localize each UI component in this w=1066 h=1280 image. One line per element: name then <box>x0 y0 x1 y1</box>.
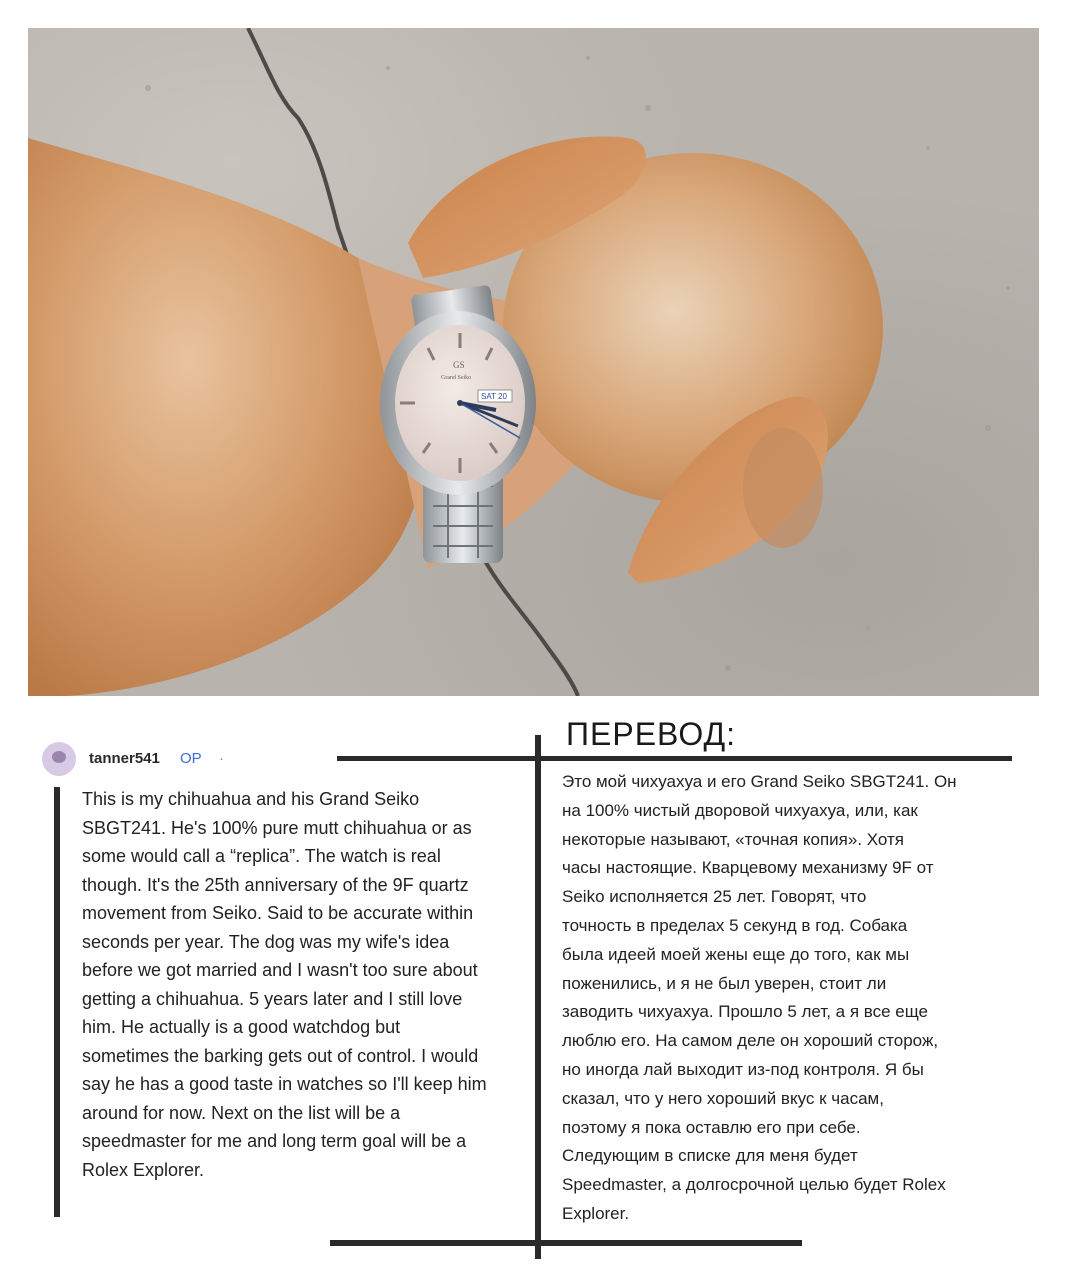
translation-line: Seiko исполняется 25 лет. Говорят, что <box>562 887 867 907</box>
translation-line: Это мой чихуахуа и его Grand Seiko SBGT241. Он <box>562 772 957 791</box>
comment-line: before we got married and I wasn't too sure about <box>82 960 478 980</box>
comment-line: though. It's the 25th anniversary of the 9F quartz <box>82 874 469 895</box>
thread-line[interactable] <box>54 787 60 1217</box>
divider-top <box>337 756 1012 761</box>
translation-line: Explorer. <box>562 1203 630 1223</box>
comment-line: some would call a “replica”. The watch is real <box>82 846 441 866</box>
translation-line: точность в пределах 5 секунд в год. Собака <box>562 915 908 935</box>
comment-line: getting a chihuahua. 5 years later and I still love <box>82 988 463 1009</box>
comment-line: say he has a good taste in watches so I'll keep him <box>82 1074 487 1094</box>
avatar[interactable] <box>42 742 76 776</box>
translation-line: сказал, что у него хороший вкус к часам, <box>562 1088 884 1108</box>
comment-line: This is my chihuahua and his Grand Seiko <box>82 789 420 809</box>
dog-body <box>28 138 428 696</box>
comment-line: speedmaster for me and long term goal will be a <box>82 1131 467 1151</box>
comment-line: seconds per year. The dog was my wife's idea <box>82 931 450 952</box>
comment-line: sometimes the barking gets out of control. I would <box>82 1045 479 1066</box>
concrete-crack <box>478 548 578 696</box>
username[interactable]: tanner541 <box>89 750 160 767</box>
translation-title: ПЕРЕВОД: <box>566 716 737 752</box>
divider-vertical <box>535 735 541 1259</box>
translation-line: поэтому я пока оставлю его при себе. <box>562 1117 861 1137</box>
translation-line: Следующим в списке для меня будет <box>562 1146 858 1166</box>
comment-line: SBGT241. He's 100% pure mutt chihuahua or as <box>82 817 472 838</box>
comment-line: him. He actually is a good watchdog but <box>82 1017 401 1037</box>
watch-brand: Grand Seiko <box>441 375 472 381</box>
op-badge: OP <box>180 750 202 767</box>
translation-line: Speedmaster, а долгосрочной целью будет Rolex <box>562 1175 946 1195</box>
day-date-text: SAT 20 <box>481 392 507 401</box>
dog-watch-photo <box>28 28 1039 696</box>
translation-line: заводить чихуахуа. Прошло 5 лет, а я все еще <box>562 1002 928 1022</box>
comment-body <box>82 785 526 1185</box>
meta-separator: · <box>219 750 224 767</box>
dog-snout <box>743 428 823 548</box>
translation-line: но иногда лай выходит из-под контроля. Я бы <box>562 1059 924 1079</box>
translation-line: была идеей моей жены еще до того, как мы <box>562 944 910 964</box>
translation-line: часы настоящие. Кварцевому механизму 9F от <box>562 858 934 878</box>
translation-line: люблю его. На самом деле он хороший сторож, <box>562 1031 939 1051</box>
translation-line: на 100% чистый дворовой чихуахуа, или, как <box>562 800 918 820</box>
comment-line: movement from Seiko. Said to be accurate within <box>82 903 474 923</box>
watch-logo: GS <box>453 360 465 370</box>
translation-body <box>562 768 1032 1229</box>
comment-line: around for now. Next on the list will be a <box>82 1102 401 1123</box>
translation-line: некоторые называют, «точная копия». Хотя <box>562 829 905 849</box>
comment-line: Rolex Explorer. <box>82 1159 205 1180</box>
translation-line: поженились, и я не был уверен, стоит ли <box>562 973 887 993</box>
divider-bottom <box>330 1240 802 1246</box>
